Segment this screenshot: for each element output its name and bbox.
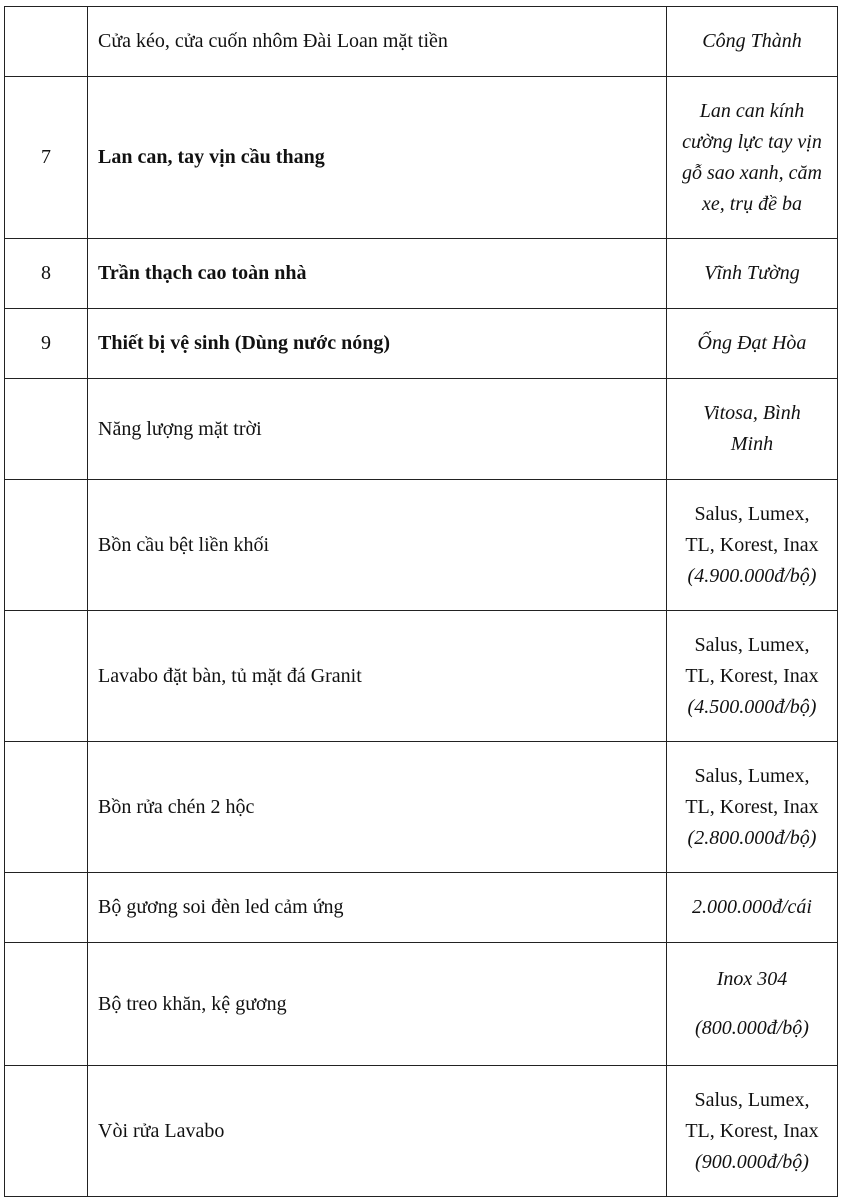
brand-cell xyxy=(667,379,838,480)
item-name: Bồn rửa chén 2 hộc xyxy=(88,742,667,873)
brand-name-line: TL, Korest, Inax xyxy=(685,664,819,687)
brand-cell xyxy=(667,1066,838,1197)
brand-line: Vitosa, Bình xyxy=(703,402,801,424)
materials-spec-table xyxy=(4,6,838,1197)
table-row xyxy=(5,7,838,77)
brand-line: Minh xyxy=(730,433,774,455)
item-name: Cửa kéo, cửa cuốn nhôm Đài Loan mặt tiền xyxy=(88,7,667,77)
row-number xyxy=(5,873,88,943)
brand-cell xyxy=(667,480,838,611)
table-row xyxy=(5,873,838,943)
row-number xyxy=(5,379,88,480)
price-label: (4.900.000đ/bộ) xyxy=(687,564,817,587)
brand-cell xyxy=(667,309,838,379)
item-name: Trần thạch cao toàn nhà xyxy=(88,239,667,309)
price-label: (900.000đ/bộ) xyxy=(695,1150,809,1173)
brand-line: Công Thành xyxy=(702,30,802,52)
brand-line: xe, trụ đề ba xyxy=(702,192,802,215)
table-row xyxy=(5,480,838,611)
price-label: (4.500.000đ/bộ) xyxy=(687,695,817,718)
table-row xyxy=(5,1066,838,1197)
table-row xyxy=(5,611,838,742)
price-label: (800.000đ/bộ) xyxy=(695,1017,809,1039)
brand-line: Ống Đạt Hòa xyxy=(697,332,807,354)
item-name: Thiết bị vệ sinh (Dùng nước nóng) xyxy=(88,309,667,379)
brand-line: Inox 304 xyxy=(716,968,788,990)
table-row xyxy=(5,77,838,239)
brand-name-line: Salus, Lumex, xyxy=(694,764,810,787)
brand-line: Vĩnh Tường xyxy=(704,262,800,284)
row-number xyxy=(5,480,88,611)
item-name: Bồn cầu bệt liền khối xyxy=(88,480,667,611)
table-row xyxy=(5,943,838,1066)
brand-cell xyxy=(667,239,838,309)
brand-cell xyxy=(667,611,838,742)
row-number: 9 xyxy=(5,309,88,379)
brand-cell xyxy=(667,873,838,943)
row-number xyxy=(5,7,88,77)
brand-name-line: Salus, Lumex, xyxy=(694,502,810,525)
table-row xyxy=(5,309,838,379)
table-row xyxy=(5,239,838,309)
brand-cell xyxy=(667,77,838,239)
item-name: Bộ gương soi đèn led cảm ứng xyxy=(88,873,667,943)
brand-name-line: TL, Korest, Inax xyxy=(685,533,819,556)
table-row xyxy=(5,742,838,873)
item-name: Lavabo đặt bàn, tủ mặt đá Granit xyxy=(88,611,667,742)
item-name: Năng lượng mặt trời xyxy=(88,379,667,480)
spacer xyxy=(673,995,831,1013)
table-row xyxy=(5,379,838,480)
brand-name-line: TL, Korest, Inax xyxy=(685,1119,819,1142)
row-number xyxy=(5,742,88,873)
row-number: 7 xyxy=(5,77,88,239)
row-number xyxy=(5,943,88,1066)
brand-line: cường lực tay vịn xyxy=(682,130,822,153)
brand-name-line: Salus, Lumex, xyxy=(694,1088,810,1111)
item-name: Bộ treo khăn, kệ gương xyxy=(88,943,667,1066)
item-name: Vòi rửa Lavabo xyxy=(88,1066,667,1197)
item-name: Lan can, tay vịn cầu thang xyxy=(88,77,667,239)
brand-name-line: TL, Korest, Inax xyxy=(685,795,819,818)
row-number xyxy=(5,611,88,742)
brand-cell xyxy=(667,943,838,1066)
brand-cell xyxy=(667,7,838,77)
price-label: 2.000.000đ/cái xyxy=(692,896,812,918)
brand-line: Lan can kính xyxy=(699,99,805,122)
row-number xyxy=(5,1066,88,1197)
brand-name-line: Salus, Lumex, xyxy=(694,633,810,656)
brand-cell xyxy=(667,742,838,873)
row-number: 8 xyxy=(5,239,88,309)
price-label: (2.800.000đ/bộ) xyxy=(687,826,817,849)
brand-line: gỗ sao xanh, căm xyxy=(682,161,822,184)
